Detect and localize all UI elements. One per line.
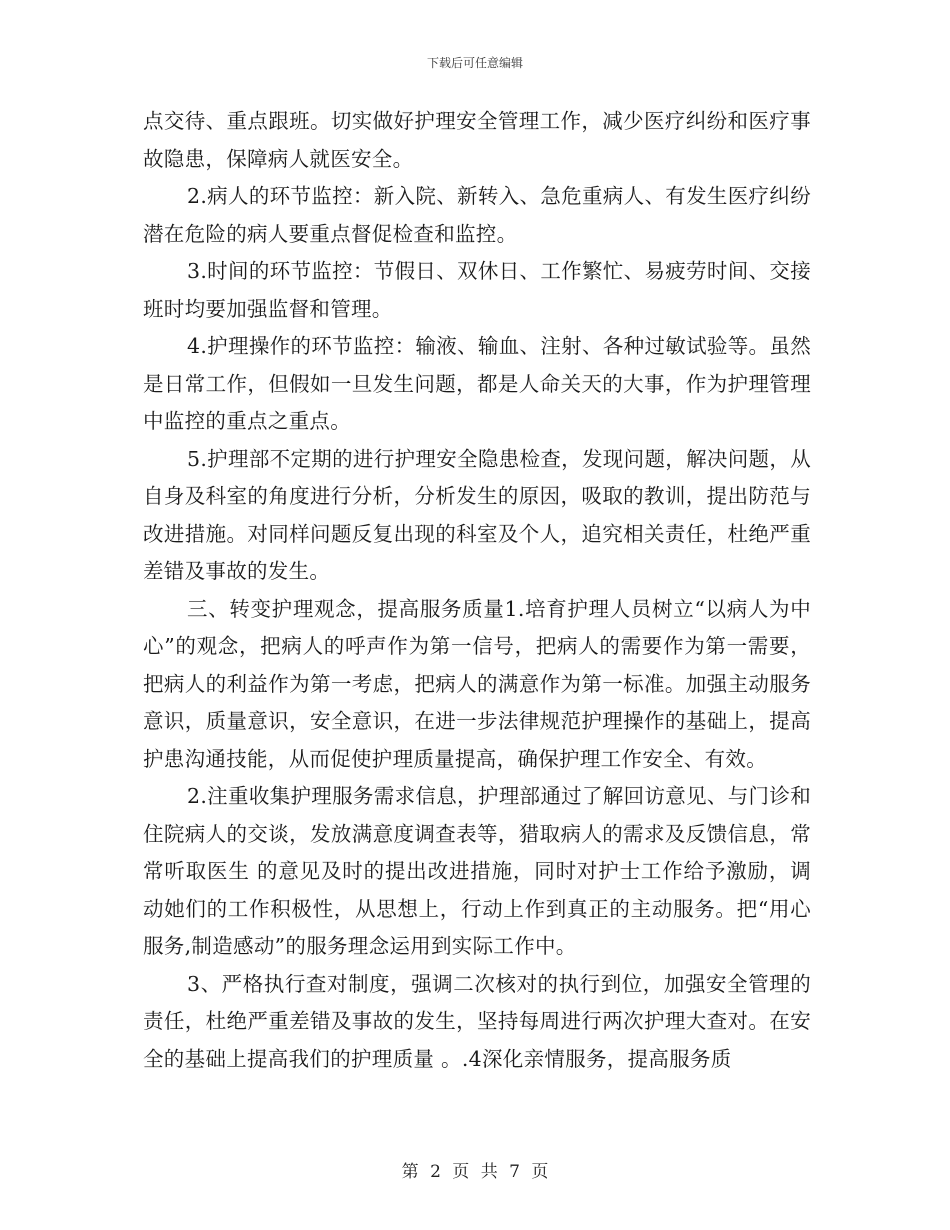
paragraph: 三、转变护理观念，提高服务质量1.培育护理人员树立“以病人为中心”的观念，把病人的呼声作为第一信号，把病人的需要作为第一需要，把病人的利益作为第一考虑，把病人的满意作为第一标准。加强主动服务意识，质量意识，安全意识，在进一步法律规范护理操作的基础上，提高护患沟通技能，从而促使护理质量提高，确保护理工作安全、有效。 bbox=[143, 596, 811, 771]
paragraph: 点交待、重点跟班。切实做好护理安全管理工作，减少医疗纠纷和医疗事故隐患，保障病人就医安全。 bbox=[143, 109, 811, 171]
page-number: 第 2 页 共 7 页 bbox=[401, 1162, 549, 1182]
paragraph: 2.注重收集护理服务需求信息，护理部通过了解回访意见、与门诊和住院病人的交谈，发放满意度调查表等，猎取病人的需求及反馈信息，常常听取医生 的意见及时的提出改进措施，同时对护士工作给予激励，调动她们的工作积极性，从思想上，行动上作到真正的主动服务。把“用心服务,制造感动”的服务理念运用到实际工作中。 bbox=[143, 784, 811, 958]
paragraph: 3.时间的环节监控：节假日、双休日、工作繁忙、易疲劳时间、交接班时均要加强监督和管理。 bbox=[143, 259, 811, 321]
document-body bbox=[143, 103, 811, 1078]
paragraph: 2.病人的环节监控：新入院、新转入、急危重病人、有发生医疗纠纷潜在危险的病人要重点督促检查和监控。 bbox=[143, 184, 811, 246]
paragraph: 3、严格执行查对制度，强调二次核对的执行到位，加强安全管理的责任，杜绝严重差错及事故的发生，坚持每周进行两次护理大查对。在安全的基础上提高我们的护理质量 。.4深化亲情服务，提高服务质 bbox=[143, 971, 811, 1071]
page-header: 下载后可任意编辑 bbox=[426, 56, 523, 70]
paragraph: 4.护理操作的环节监控：输液、输血、注射、各种过敏试验等。虽然是日常工作，但假如一旦发生问题，都是人命关天的大事，作为护理管理中监控的重点之重点。 bbox=[143, 334, 811, 433]
paragraph: 5.护理部不定期的进行护理安全隐患检查，发现问题，解决问题，从自身及科室的角度进行分析，分析发生的原因，吸取的教训，提出防范与改进措施。对同样问题反复出现的科室及个人，追究相关责任，杜绝严重差错及事故的发生。 bbox=[143, 446, 811, 583]
